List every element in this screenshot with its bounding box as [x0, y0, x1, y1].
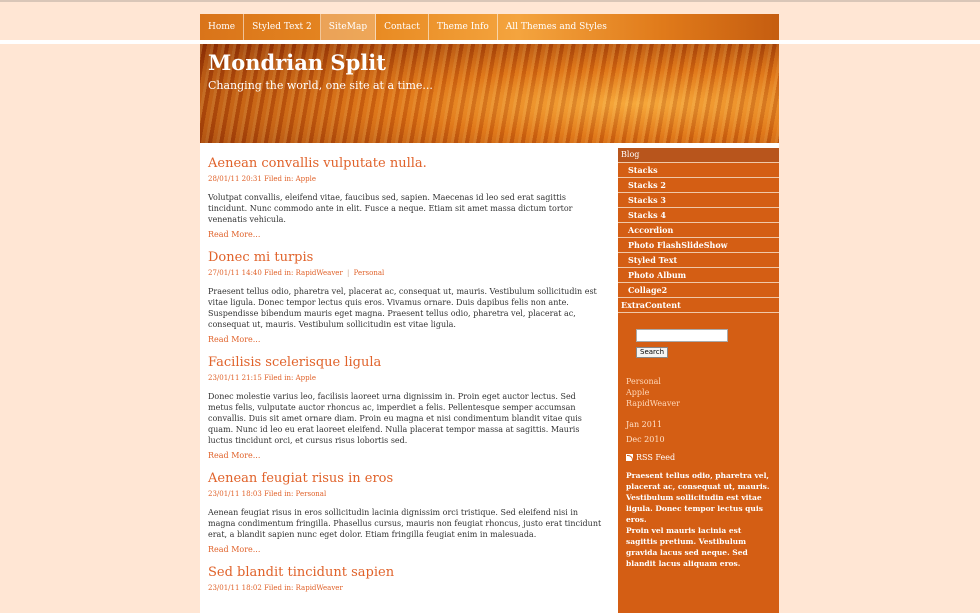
blog-post	[208, 564, 603, 593]
sidebar-text: Praesent tellus odio, pharetra vel, placerat ac, consequat ut, mauris. Vestibulum sollicitudin est vitae ligula. Donec tempor lectus quis eros. Proin vel mauris lacinia est sagittis pretium. Vestibulum gravida lacus sed neque. Sed blandit lacus aliquam eros.	[626, 471, 770, 568]
sidebar-item-extracontent[interactable]: ExtraContent	[618, 298, 779, 313]
nav-home[interactable]: Home	[200, 14, 244, 40]
post-title[interactable]: Sed blandit tincidunt sapien	[208, 565, 395, 580]
post-category-link[interactable]: Personal	[295, 490, 327, 498]
rss-feed-link[interactable]	[626, 453, 779, 462]
sidebar-item-stacks-4[interactable]: Stacks 4	[618, 208, 779, 223]
page-container	[200, 14, 779, 613]
post-filed-label: Filed in:	[264, 269, 294, 277]
post-title[interactable]: Aenean convallis vulputate nulla.	[208, 156, 427, 171]
post-category-link[interactable]: RapidWeaver	[295, 269, 343, 277]
sidebar-item-accordion[interactable]: Accordion	[618, 223, 779, 238]
post-title[interactable]: Aenean feugiat risus in eros	[208, 471, 394, 486]
post-filed-label: Filed in:	[264, 175, 294, 183]
header-banner	[200, 44, 779, 143]
nav-all-themes[interactable]: All Themes and Styles	[505, 22, 607, 32]
post-body: Aenean feugiat risus in eros sollicitudin lacinia dignissim orci tristique. Sed eleifend nisi in magna condimentum fringilla. Phasellus cursus, mauris non feugiat rhoncus, justo erat tincidunt erat, a blandit sapien nunc eget dolor. Etiam fringilla feugiat enim in malesuada.	[208, 508, 602, 539]
site-slogan: Changing the world, one site at a time...	[208, 79, 433, 92]
read-more-link[interactable]: Read More...	[208, 230, 261, 239]
post-title[interactable]: Facilisis scelerisque ligula	[208, 355, 382, 370]
category-list	[626, 376, 779, 409]
sidebar-item-stacks-3[interactable]: Stacks 3	[618, 193, 779, 208]
category-link-rapidweaver[interactable]: RapidWeaver	[626, 399, 680, 408]
post-category-link[interactable]: RapidWeaver	[295, 584, 343, 592]
sidebar-item-photo-album[interactable]: Photo Album	[618, 268, 779, 283]
post-body: Volutpat convallis, eleifend vitae, faucibus sed, sapien. Maecenas id leo sed erat sagittis tincidunt. Nunc commodo ante in elit. Fusce a neque. Etiam sit amet massa dictum tortor venenatis vehicula.	[208, 193, 573, 224]
post-date: 23/01/11 21:15	[208, 374, 262, 382]
rss-icon	[626, 454, 633, 461]
top-border	[0, 0, 980, 2]
blog-post	[208, 155, 603, 240]
read-more-link[interactable]: Read More...	[208, 451, 261, 460]
nav-styled-text-2[interactable]: Styled Text 2	[244, 14, 321, 40]
search-button[interactable]: Search	[636, 347, 668, 358]
post-body: Donec molestie varius leo, facilisis laoreet urna dignissim in. Proin eget auctor lectus. Sed metus felis, vulputate auctor rhoncus ac, imperdiet a felis. Pellentesque semper accumsan convallis. Duis sit amet ornare diam. Proin eu magna et nisi condimentum blandit vitae quis quam. Nunc id leo eu erat laoreet eleifend. Nulla placerat tempor massa at sagittis. Mauris luctus tincidunt orci, et cursus risus lobortis sed.	[208, 392, 582, 445]
post-date: 23/01/11 18:03	[208, 490, 262, 498]
archive-list	[626, 417, 779, 447]
main-content	[208, 155, 603, 593]
archive-link-dec-2010[interactable]: Dec 2010	[626, 435, 665, 444]
nav-sitemap[interactable]: SiteMap	[321, 14, 376, 40]
sidebar-item-photo-flashslideshow[interactable]: Photo FlashSlideShow	[618, 238, 779, 253]
nav-contact[interactable]: Contact	[376, 14, 429, 40]
sidebar-item-collage2[interactable]: Collage2	[618, 283, 779, 298]
post-meta	[208, 268, 603, 278]
post-filed-label: Filed in:	[264, 584, 294, 592]
search-input[interactable]	[636, 329, 728, 342]
read-more-link[interactable]: Read More...	[208, 335, 261, 344]
post-date: 23/01/11 18:02	[208, 584, 262, 592]
sidebar-item-stacks[interactable]: Stacks	[618, 163, 779, 178]
blog-post	[208, 249, 603, 345]
post-meta	[208, 373, 603, 383]
sidebar	[618, 148, 779, 613]
archive-link-jan-2011[interactable]: Jan 2011	[626, 420, 663, 429]
post-body: Praesent tellus odio, pharetra vel, placerat ac, consequat ut, mauris. Vestibulum sollicitudin est vitae ligula. Donec tempor lectus quis eros. Vivamus ornare. Duis dapibus felis non ante. Suspendisse bibendum mauris eget magna. Praesent tellus odio, pharetra vel, placerat ac, consequat ut, mauris. Vestibulum sollicitudin est vitae ligula.	[208, 287, 597, 329]
site-title[interactable]: Mondrian Split	[208, 50, 386, 75]
post-filed-label: Filed in:	[264, 374, 294, 382]
post-filed-label: Filed in:	[264, 490, 294, 498]
rss-label: RSS Feed	[636, 453, 676, 462]
post-date: 27/01/11 14:40	[208, 269, 262, 277]
post-meta	[208, 583, 603, 593]
post-title[interactable]: Donec mi turpis	[208, 250, 314, 265]
category-link-apple[interactable]: Apple	[626, 388, 650, 397]
post-category-link[interactable]: Apple	[295, 175, 317, 183]
sidebar-item-styled-text[interactable]: Styled Text	[618, 253, 779, 268]
post-category-link[interactable]: Apple	[295, 374, 317, 382]
blog-post	[208, 470, 603, 555]
search-form	[636, 329, 779, 358]
sidebar-item-blog[interactable]: Blog	[618, 148, 779, 163]
read-more-link[interactable]: Read More...	[208, 545, 261, 554]
post-meta	[208, 489, 603, 499]
main-nav	[200, 14, 779, 40]
post-meta	[208, 174, 603, 184]
blog-post	[208, 354, 603, 461]
nav-theme-info[interactable]: Theme Info	[429, 14, 498, 40]
category-separator: |	[347, 269, 350, 277]
post-category-link[interactable]: Personal	[353, 269, 385, 277]
category-link-personal[interactable]: Personal	[626, 377, 661, 386]
sidebar-item-stacks-2[interactable]: Stacks 2	[618, 178, 779, 193]
post-date: 28/01/11 20:31	[208, 175, 262, 183]
